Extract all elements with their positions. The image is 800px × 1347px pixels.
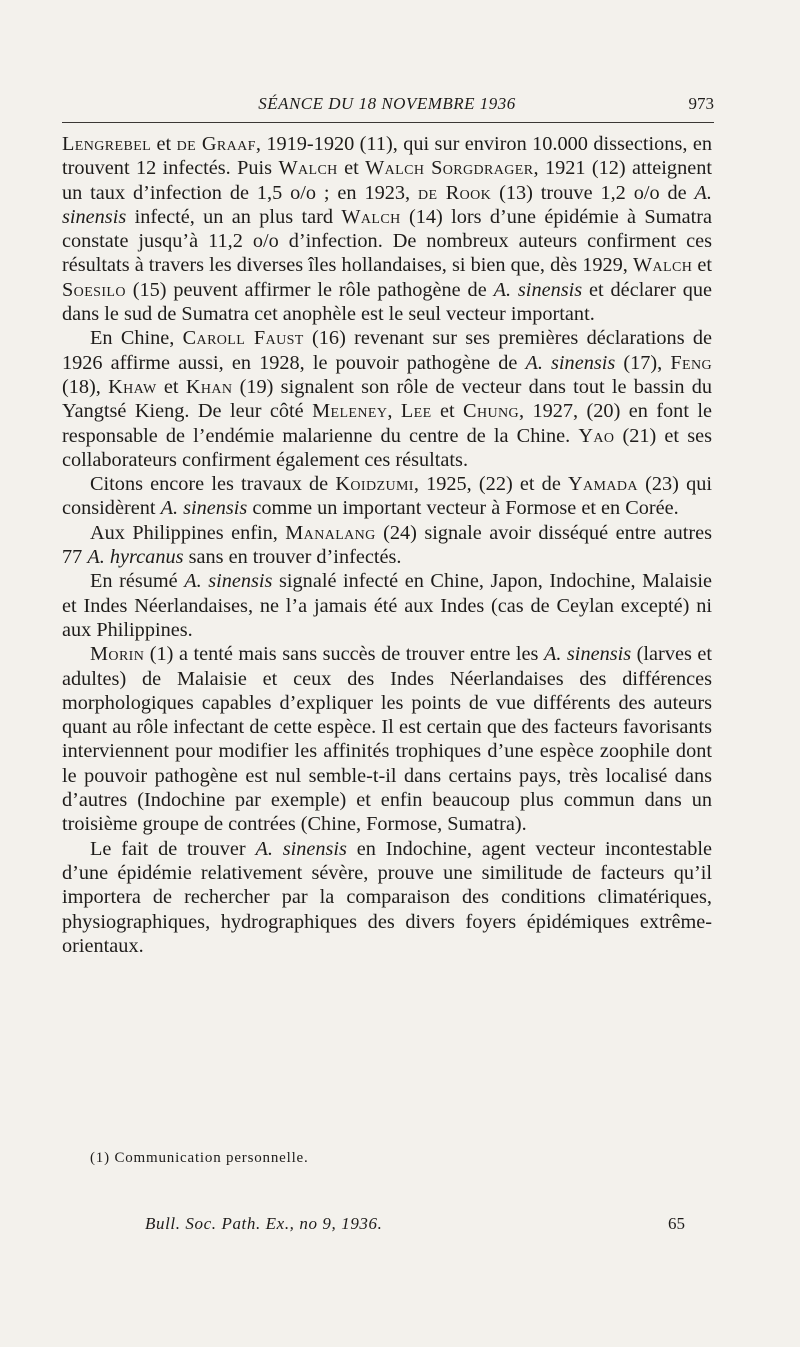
paragraph	[62, 837, 712, 958]
text-run: (14) lors d’une épidémie à Sumatra constate jusqu’à 11,2 o/o d’infection. De nombreux auteurs confirment ces résultats à travers les diverses îles hollandaises, si bien que, dès 1929,	[62, 205, 712, 277]
text-run: Aux Philippines enfin,	[90, 521, 286, 544]
running-head-title: SÉANCE DU 18 NOVEMBRE 1936	[258, 94, 516, 113]
text-run: (19) signalent son rôle de vecteur dans tout le bassin du Yangtsé Kieng. De leur côté	[62, 375, 712, 423]
paragraph	[62, 132, 712, 326]
text-run: (24) signale avoir disséqué entre autres 77	[62, 521, 713, 569]
author-name: Manalang	[285, 521, 376, 544]
header-rule	[62, 122, 714, 123]
running-head	[60, 94, 714, 120]
author-name: Soesilo	[62, 278, 126, 301]
author-name: Lengrebel	[62, 133, 152, 155]
text-run: , 1921 (12) atteignent un taux d’infection de 1,5 o/o ; en 1923,	[62, 157, 712, 204]
text-run: En Chine,	[90, 327, 183, 350]
author-name: Walch	[278, 157, 338, 180]
species-name: A. sinensis	[493, 278, 583, 301]
author-name: Koidzumi	[335, 473, 414, 496]
author-name: de Rook	[417, 181, 492, 204]
text-run: En résumé	[90, 570, 185, 593]
text-run: comme un important vecteur à Formose et en Corée.	[247, 497, 679, 520]
paragraph	[62, 521, 712, 570]
body-text	[62, 132, 712, 958]
text-run: , 1919-1920 (11), qui sur environ 10.000 dissections, en trouvent 12 infectés. Puis	[62, 133, 712, 180]
text-run: et déclarer que dans le sud de Sumatra cet anophèle est le seul vecteur important.	[62, 278, 712, 326]
author-name: Meleney	[312, 400, 388, 423]
text-run: signalé infecté en Chine, Japon, Indochine, Malaisie et Indes Néerlandaises, ne l’a jamais été aux Indes (cas de Ceylan excepté) ni aux Philippines.	[62, 570, 712, 641]
text-run: et	[431, 400, 464, 423]
text-run: (18),	[62, 375, 109, 398]
text-run: infecté, un an plus tard	[126, 205, 342, 228]
author-name: Yao	[578, 424, 615, 447]
text-run: , 1927, (20) en font le responsable de l’endémie malarienne du centre de la Chine.	[62, 400, 713, 447]
journal-footer	[145, 1214, 685, 1236]
text-run: (1) a tenté mais sans succès de trouver entre les	[144, 643, 544, 666]
journal-citation: Bull. Soc. Path. Ex., no 9, 1936.	[145, 1214, 383, 1233]
species-name: A. sinensis	[160, 497, 248, 520]
text-run: et	[337, 157, 366, 180]
text-run: Le fait de trouver	[90, 837, 256, 860]
paragraph	[62, 472, 712, 521]
species-name: A. sinensis	[255, 837, 347, 860]
author-name: Morin	[90, 643, 145, 666]
species-name: A. sinensis	[184, 570, 273, 593]
text-run: et	[151, 133, 177, 155]
species-name: A. hyrcanus	[87, 546, 184, 569]
species-name: A. sinensis	[543, 643, 632, 666]
text-run: (17),	[615, 351, 671, 374]
author-name: Caroll Faust	[182, 327, 304, 350]
text-run: (larves et adultes) de Malaisie et ceux des Indes Néerlandaises des différences morphologiques capables d’expliquer les points de vue différents des auteurs quant au rôle infectant de cette espèce. Il est certain que des facteurs favorisants interviennent pour modifier les affinités trophiques d’une espèce zoophile dont le pouvoir pathogène est nul semble-t-il dans certains pays, très localisé dans d’autres (Indochine par exemple) et enfin beaucoup plus commun dans un troisième groupe de contrées (Chine, Formose, Sumatra).	[62, 643, 713, 836]
page-number: 973	[688, 94, 714, 113]
text-run: sans en trouver d’infectés.	[183, 546, 402, 569]
text-run: et	[692, 254, 712, 277]
text-run: , 1925, (22) et de	[413, 473, 568, 496]
text-run: (13) trouve 1,2 o/o de	[491, 181, 695, 204]
author-name: Chung	[463, 400, 519, 423]
paragraph	[62, 326, 712, 472]
author-name: de Graaf	[176, 133, 256, 155]
species-name: A. sinensis	[525, 351, 616, 374]
text-run: (15) peuvent affirmer le rôle pathogène de	[125, 278, 494, 301]
text-run: et	[156, 375, 186, 398]
paragraph	[62, 642, 712, 836]
signature-mark: 65	[668, 1214, 685, 1233]
author-name: Walch	[341, 205, 401, 228]
author-name: Yamada	[568, 473, 638, 496]
author-name: Lee	[400, 400, 432, 423]
author-name: Khaw	[108, 375, 157, 398]
footnote: (1) Communication personnelle.	[90, 1150, 309, 1166]
text-run: (16) revenant sur ses premières déclarations de 1926 affirme aussi, en 1928, le pouvoir pathogène de	[62, 327, 713, 374]
text-run: (21) et ses collaborateurs confirment également ces résultats.	[62, 424, 712, 471]
author-name: Walch Sorgdrager	[365, 157, 534, 180]
author-name: Khan	[185, 375, 233, 398]
text-run: ,	[387, 400, 401, 423]
species-name: A. sinensis	[62, 181, 712, 228]
author-name: Feng	[670, 351, 712, 374]
text-run: (23) qui considèrent	[62, 473, 712, 520]
text-run: Citons encore les travaux de	[90, 473, 336, 496]
text-run: en Indochine, agent vecteur incontestable d’une épidémie relativement sévère, prouve une similitude de facteurs qu’il importera de rechercher par la comparaison des conditions climatériques, physiographiques, hydrographiques des divers foyers épidémiques extrême-orientaux.	[62, 837, 713, 957]
author-name: Walch	[632, 254, 693, 277]
paragraph	[62, 569, 712, 642]
